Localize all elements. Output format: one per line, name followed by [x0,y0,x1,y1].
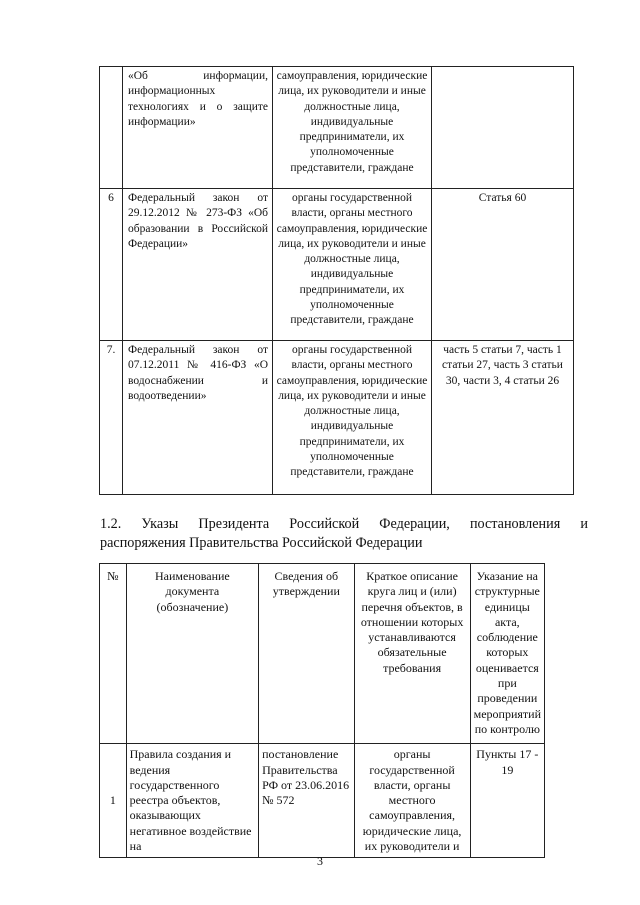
row-number [100,67,123,189]
requirements-table-decrees [99,563,545,858]
subjects-description: самоуправления, юридические лица, их руководители и иные должностные лица, индивидуальные предприниматели, их уполномоченные представители, граждане [273,67,432,189]
row-number: 7. [100,341,123,495]
column-header-number: № [100,564,127,744]
heading-word: и [580,516,588,532]
column-header-structural-units: Указание на структурные единицы акта, соблюдение которых оценивается при проведении мероприятий по контролю [470,564,544,744]
column-header-subjects: Краткое описание круга лиц и (или) перечня объектов, в отношении которых устанавливаются обязательные требования [354,564,470,744]
section-heading-line-2: распоряжения Правительства Российской Федерации [100,535,423,551]
table-row [100,189,574,341]
heading-word: Президента [198,516,270,532]
approval-info: постановление Правительства РФ от 23.06.2016 № 572 [259,744,354,858]
structural-units: Статья 60 [432,189,574,341]
table-row [100,744,545,858]
section-number: 1.2. [100,516,122,532]
heading-word: Федерации, [379,516,450,532]
requirements-table-federal-laws [99,66,574,495]
subjects-description: органы государственной власти, органы местного самоуправления, юридические лица, их руководители и [354,744,470,858]
section-heading-line-1 [100,515,588,534]
heading-word: Российской [289,516,360,532]
table-row [100,341,574,495]
page-number: 3 [317,854,323,868]
section-heading [100,515,588,553]
table-header-row [100,564,545,744]
heading-word: Указы [141,516,179,532]
column-header-document: Наименование документа (обозначение) [126,564,258,744]
document-name: «Об информации, информационных технологиях и о защите информации» [123,67,273,189]
structural-units: Пункты 17 - 19 [470,744,544,858]
row-number: 6 [100,189,123,341]
heading-word: постановления [469,516,561,532]
subjects-description: органы государственной власти, органы местного самоуправления, юридические лица, их руководители и иные должностные лица, индивидуальные предприниматели, их уполномоченные представители, граждане [273,341,432,495]
row-number: 1 [100,744,127,858]
structural-units: часть 5 статьи 7, часть 1 статьи 27, часть 3 статьи 30, части 3, 4 статьи 26 [432,341,574,495]
structural-units [432,67,574,189]
document-name: Федеральный закон от 07.12.2011 № 416-ФЗ «О водоснабжении и водоотведении» [123,341,273,495]
table-row [100,67,574,189]
document-name: Правила создания и ведения государственного реестра объектов, оказывающих негативное воздействие на [126,744,258,858]
column-header-approval: Сведения об утверждении [259,564,354,744]
document-name: Федеральный закон от 29.12.2012 № 273-ФЗ «Об образовании в Российской Федерации» [123,189,273,341]
subjects-description: органы государственной власти, органы местного самоуправления, юридические лица, их руководители и иные должностные лица, индивидуальные предприниматели, их уполномоченные представители, граждане [273,189,432,341]
